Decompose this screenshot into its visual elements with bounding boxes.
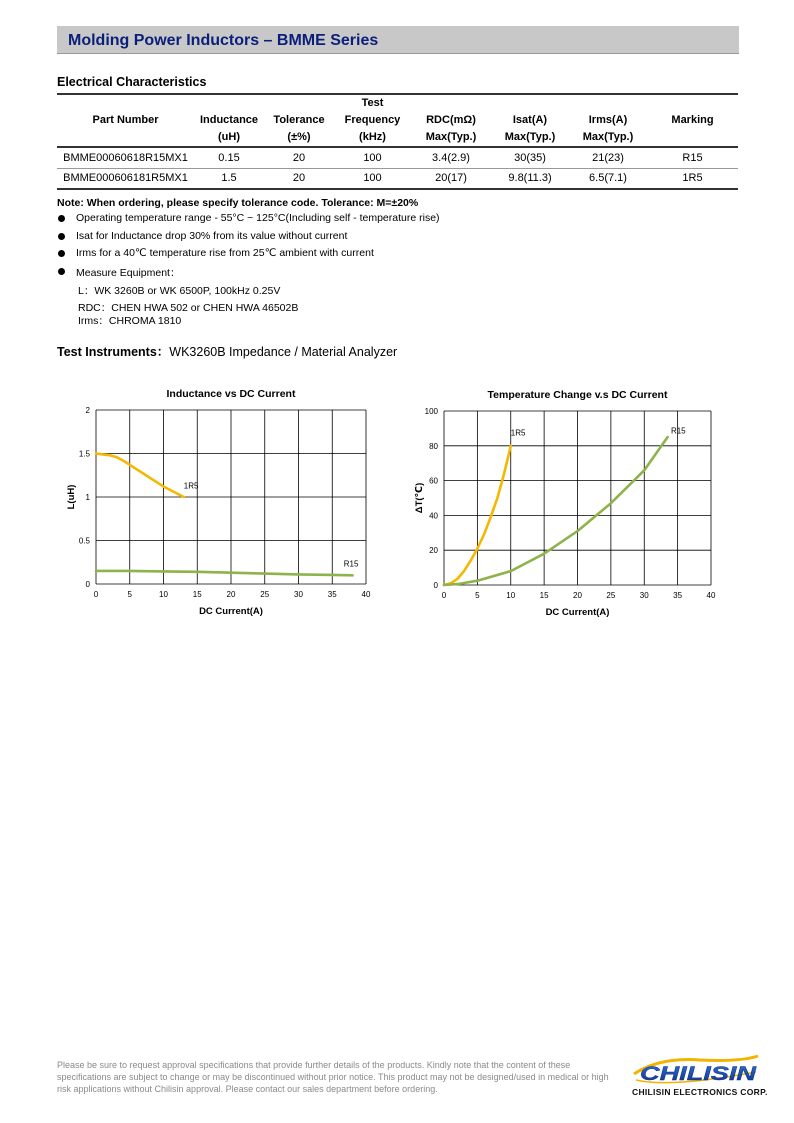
- series-line-1r5: [96, 454, 184, 498]
- disclaimer: Please be sure to request approval specifications that provide further details of the products. Kindly note that the content of these specifications are subject to change or may be discontinued without prior notice. This product may not be designed/used in medical or high risk applications without Chilisin approval. Please contact our sales department before ordering.: [57, 1060, 609, 1094]
- table-cell: BMME00060618R15MX1: [63, 151, 188, 164]
- test-instruments-label: Test Instruments：: [57, 345, 170, 359]
- x-tick-label: 40: [706, 591, 716, 600]
- x-tick-label: 25: [260, 590, 270, 599]
- table-cell: 30(35): [514, 151, 546, 164]
- x-tick-label: 5: [127, 590, 132, 599]
- y-tick-label: 0.5: [78, 536, 90, 546]
- series-label: R15: [343, 559, 359, 569]
- y-tick-label: 40: [429, 511, 438, 521]
- table-cell: 9.8(11.3): [508, 172, 552, 185]
- series-label: 1R5: [510, 428, 526, 438]
- column-header: Part Number: [92, 114, 159, 126]
- table-cell: 0.15: [218, 151, 240, 164]
- x-tick-label: 0: [441, 591, 447, 600]
- y-tick-label: 2: [85, 406, 90, 415]
- y-tick-label: 100: [424, 407, 438, 416]
- x-tick-label: 5: [475, 591, 480, 600]
- company-name: CHILISIN ELECTRONICS CORP.: [632, 1087, 768, 1097]
- equipment-item-irms: Irms：CHROMA 1810: [78, 315, 182, 327]
- column-header: Inductance (uH): [199, 114, 259, 143]
- x-tick-label: 15: [539, 591, 549, 600]
- series-label: 1R5: [183, 481, 199, 491]
- column-header: RDC(mΩ) Max(Typ.): [425, 114, 477, 143]
- table-cell: BMME000606181R5MX1: [63, 172, 188, 185]
- x-tick-label: 40: [361, 590, 371, 599]
- bullet-icon: [58, 268, 65, 275]
- measure-equipment-list: [78, 283, 298, 326]
- y-tick-label: 0: [433, 581, 438, 590]
- page-title: Molding Power Inductors – BMME Series: [68, 32, 379, 49]
- equipment-item-rdc: RDC：CHEN HWA 502 or CHEN HWA 46502B: [78, 302, 299, 314]
- test-instruments-value: WK3260B Impedance / Material Analyzer: [169, 345, 398, 359]
- y-tick-label: 20: [429, 546, 438, 556]
- table-cell: 100: [363, 151, 382, 164]
- x-tick-label: 30: [639, 591, 649, 600]
- column-header: Isat(A) Max(Typ.): [504, 114, 556, 143]
- column-header: Marking: [671, 114, 714, 126]
- x-tick-label: 20: [573, 591, 582, 600]
- y-tick-label: 60: [429, 476, 438, 486]
- x-tick-label: 25: [606, 591, 616, 600]
- y-tick-label: 80: [429, 441, 438, 451]
- section-title: Electrical Characteristics: [57, 75, 207, 89]
- column-header: Tolerance (±%): [273, 114, 325, 143]
- bullet-icon: [58, 215, 65, 222]
- svg-text:CHILISIN: CHILISIN: [640, 1064, 758, 1085]
- y-tick-label: 1.5: [78, 449, 90, 459]
- chart-title: Temperature Change v.s DC Current: [487, 389, 668, 401]
- x-tick-label: 10: [159, 590, 168, 599]
- chart-title: Inductance vs DC Current: [166, 388, 296, 400]
- table-cell: 1R5: [682, 172, 703, 185]
- x-axis-label: DC Current(A): [199, 606, 263, 617]
- inductance-chart: [60, 385, 380, 625]
- x-tick-label: 30: [294, 590, 303, 599]
- x-tick-label: 15: [192, 590, 202, 599]
- table-cell: 100: [363, 172, 382, 185]
- table-row: [57, 168, 738, 189]
- table-cell: 3.4(2.9): [432, 151, 470, 164]
- table-body: [57, 147, 738, 189]
- equipment-item-l: L：WK 3260B or WK 6500P, 100kHz 0.25V: [78, 285, 281, 297]
- table-header: [57, 94, 738, 147]
- y-tick-label: 1: [85, 493, 90, 502]
- header-bar: [57, 26, 739, 54]
- table-cell: 21(23): [592, 151, 624, 164]
- x-tick-label: 0: [93, 590, 99, 599]
- table-cell: 20: [292, 172, 306, 185]
- bullet-icon: [58, 233, 65, 240]
- y-axis-label: ΔT(℃): [414, 482, 425, 514]
- series-line-r15: [96, 571, 353, 575]
- y-axis-label: L(uH): [66, 484, 77, 510]
- table-cell: R15: [682, 151, 703, 164]
- temperature-chart: [405, 385, 725, 625]
- column-header: Test Frequency (kHz): [344, 97, 401, 143]
- y-tick-label: 0: [85, 580, 90, 589]
- x-axis-label: DC Current(A): [545, 607, 610, 618]
- test-instruments: [57, 342, 397, 360]
- table-cell: 20: [292, 151, 306, 164]
- bullet-icon: [58, 250, 65, 257]
- ordering-note: Note: When ordering, please specify tolerance code. Tolerance: M=±20%: [57, 197, 419, 209]
- column-header: Irms(A) Max(Typ.): [582, 114, 634, 143]
- series-label: R15: [670, 426, 686, 436]
- x-tick-label: 10: [506, 591, 516, 600]
- x-tick-label: 20: [226, 590, 236, 599]
- x-tick-label: 35: [673, 591, 683, 600]
- table-cell: 1.5: [221, 172, 237, 185]
- table-cell: 20(17): [435, 172, 467, 185]
- table-row: [57, 147, 738, 168]
- x-tick-label: 35: [327, 590, 337, 599]
- electrical-characteristics-table: [57, 93, 738, 190]
- table-cell: 6.5(7.1): [589, 172, 627, 185]
